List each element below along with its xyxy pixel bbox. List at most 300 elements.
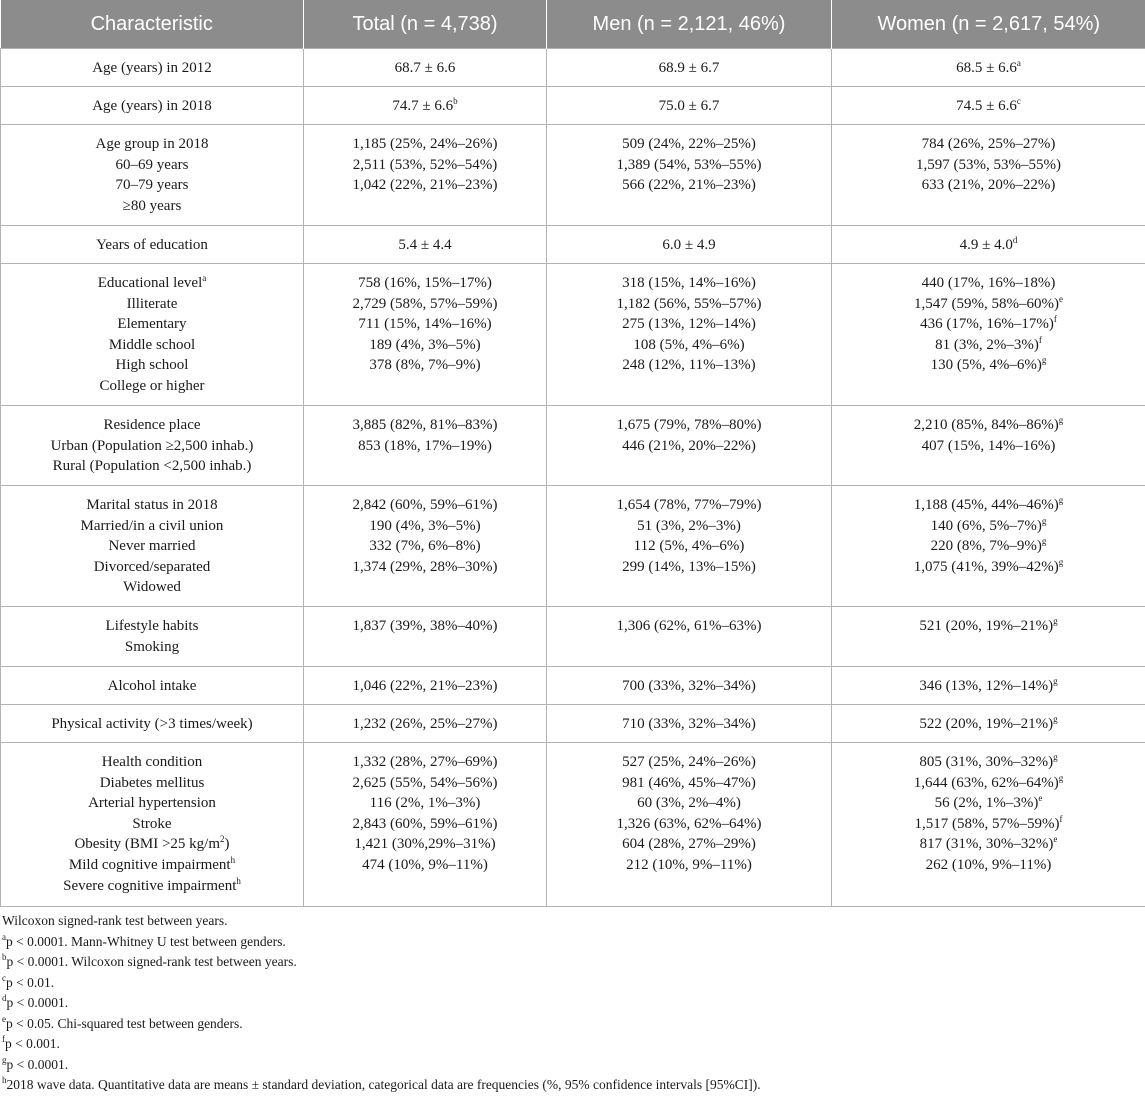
cell-line — [304, 58, 546, 79]
cell-line — [1, 557, 303, 578]
cell-text: 1,188 (45%, 44%–46%) — [913, 497, 1059, 513]
footnote-marker: e — [2, 1013, 6, 1024]
cell-line — [304, 155, 546, 176]
cell-line — [547, 235, 831, 256]
cell-text: 440 (17%, 16%–18%) — [921, 275, 1056, 291]
cell-text: Physical activity (>3 times/week) — [51, 716, 253, 732]
superscript-marker: g — [1053, 616, 1058, 626]
cell-line — [547, 436, 831, 457]
cell-line — [1, 155, 303, 176]
cell-line — [547, 96, 831, 117]
table-row — [1, 743, 1145, 907]
cell-line — [304, 415, 546, 436]
table-row — [1, 705, 1145, 743]
table-body — [1, 49, 1145, 907]
footnote-marker: h — [2, 1075, 7, 1085]
cell-line — [304, 834, 546, 855]
cell-text: 112 (5%, 4%–6%) — [633, 538, 745, 555]
cell-line — [832, 335, 1145, 356]
superscript-marker: g — [1041, 355, 1047, 366]
cell-text: 566 (22%, 21%–23%) — [622, 177, 756, 194]
cell-line — [547, 355, 831, 376]
men-cell — [547, 226, 832, 264]
footnote-text: p < 0.001. — [5, 1036, 60, 1051]
cell-text: 1,654 (78%, 77%–79%) — [616, 497, 762, 513]
cell-text: 4.9 ± 4.0 — [959, 237, 1013, 253]
cell-text: 1,042 (22%, 21%–23%) — [352, 177, 498, 194]
cell-text: Elementary — [117, 316, 187, 333]
cell-line — [832, 536, 1145, 557]
cell-line — [304, 294, 546, 315]
cell-text: 1,644 (63%, 62%–64%) — [913, 774, 1059, 791]
total-cell — [304, 743, 547, 907]
women-cell — [832, 226, 1145, 264]
cell-line — [304, 235, 546, 256]
cell-text: 710 (33%, 32%–34%) — [622, 716, 756, 732]
cell-text: 1,075 (41%, 39%–42%) — [913, 558, 1059, 575]
cell-text: 700 (33%, 32%–34%) — [622, 678, 756, 694]
cell-line — [1, 376, 303, 397]
footnote-text: p < 0.0001. Wilcoxon signed-rank test between years. — [6, 954, 297, 969]
footnote-text: p < 0.0001. — [6, 1056, 69, 1072]
cell-line — [304, 96, 546, 117]
cell-line — [547, 58, 831, 79]
cell-line — [304, 175, 546, 196]
cell-text: 60–69 years — [115, 156, 189, 173]
cell-text: Middle school — [108, 336, 196, 353]
cell-text: College or higher — [99, 377, 205, 394]
footnote-marker: f — [2, 1034, 5, 1044]
footnote — [2, 952, 761, 973]
cell-line — [1, 876, 303, 897]
footnote-text: p < 0.0001. Mann-Whitney U test between genders. — [6, 933, 286, 949]
cell-text: 318 (15%, 14%–16%) — [622, 275, 756, 291]
cell-line — [1, 855, 303, 876]
cell-text: 212 (10%, 9%–11%) — [626, 856, 752, 873]
table-row — [1, 87, 1145, 125]
men-cell — [547, 743, 832, 907]
footnote — [2, 993, 761, 1014]
cell-line — [547, 676, 831, 697]
cell-line — [547, 557, 831, 578]
superscript-marker: g — [1053, 676, 1058, 686]
women-cell — [832, 743, 1145, 907]
cell-line — [547, 134, 831, 155]
header-characteristic: Characteristic — [1, 0, 304, 49]
cell-text: 74.5 ± 6.6 — [956, 98, 1017, 114]
cell-text: 436 (17%, 16%–17%) — [920, 316, 1054, 333]
women-cell — [832, 87, 1145, 125]
women-cell — [832, 125, 1145, 226]
cell-text: 248 (12%, 11%–13%) — [622, 357, 756, 374]
table-row — [1, 486, 1145, 607]
cell-text: Married/in a civil union — [80, 517, 224, 534]
cell-text: 378 (8%, 7%–9%) — [369, 357, 481, 374]
cell-text: 56 (2%, 1%–3%) — [934, 795, 1039, 812]
footnote — [2, 1034, 761, 1055]
cell-line — [1, 196, 303, 217]
cell-text: 2,843 (60%, 59%–61%) — [352, 815, 498, 832]
cell-text: 805 (31%, 30%–32%) — [919, 754, 1054, 770]
cell-text: 509 (24%, 22%–25%) — [622, 136, 756, 152]
table-row — [1, 264, 1145, 406]
header-women: Women (n = 2,617, 54%) — [832, 0, 1145, 49]
cell-line — [1, 516, 303, 537]
cell-text: High school — [115, 357, 189, 374]
women-cell — [832, 486, 1145, 607]
cell-line — [547, 294, 831, 315]
cell-text: 758 (16%, 15%–17%) — [358, 275, 492, 291]
cell-line — [1, 752, 303, 773]
cell-text: 75.0 ± 6.7 — [658, 98, 720, 114]
cell-line — [1, 355, 303, 376]
cell-line — [832, 793, 1145, 814]
cell-text: Residence place — [103, 417, 201, 433]
cell-line — [1, 536, 303, 557]
cell-text: 2,625 (55%, 54%–56%) — [352, 774, 498, 791]
cell-text: Severe cognitive impairment — [63, 877, 237, 894]
cell-line — [832, 834, 1145, 855]
cell-line — [547, 415, 831, 436]
cell-text: 346 (13%, 12%–14%) — [919, 678, 1054, 694]
cell-text: 711 (15%, 14%–16%) — [358, 316, 492, 333]
cell-line — [304, 676, 546, 697]
cell-line — [1, 294, 303, 315]
cell-text: Lifestyle habits — [105, 618, 199, 634]
cell-text: Arterial hypertension — [88, 795, 216, 812]
cell-line — [832, 714, 1145, 735]
women-cell — [832, 705, 1145, 743]
cell-text: 1,232 (26%, 25%–27%) — [352, 716, 498, 732]
cell-line — [547, 155, 831, 176]
footnote-text: Wilcoxon signed-rank test between years. — [2, 913, 228, 928]
cell-line — [832, 436, 1145, 457]
cell-text: ≥80 years — [122, 197, 182, 214]
cell-text: 130 (5%, 4%–6%) — [930, 357, 1042, 374]
cell-text: Divorced/separated — [93, 558, 211, 575]
characteristic-cell — [1, 49, 304, 87]
characteristic-cell — [1, 667, 304, 705]
cell-text: Age group in 2018 — [95, 136, 209, 152]
cell-line — [547, 516, 831, 537]
cell-line — [1, 134, 303, 155]
cell-text: 60 (3%, 2%–4%) — [637, 795, 741, 812]
cell-line — [832, 96, 1145, 117]
cell-line — [547, 855, 831, 876]
cell-text: 521 (20%, 19%–21%) — [919, 618, 1054, 634]
cell-line — [547, 335, 831, 356]
cell-text: 6.0 ± 4.9 — [662, 237, 716, 253]
superscript-marker: 2 — [220, 834, 225, 845]
cell-line — [1, 235, 303, 256]
cell-text: Mild cognitive impairment — [68, 856, 231, 873]
cell-text: 189 (4%, 3%–5%) — [369, 336, 481, 353]
superscript-marker: g — [1058, 556, 1064, 567]
cell-line — [1, 495, 303, 516]
footnote — [2, 1055, 761, 1076]
men-cell — [547, 607, 832, 667]
footnote — [2, 911, 761, 932]
cell-text: Urban (Population ≥2,500 inhab.) — [50, 437, 254, 454]
superscript-marker: f — [1059, 813, 1063, 824]
cell-text: 116 (2%, 1%–3%) — [369, 795, 481, 812]
cell-line — [1, 773, 303, 794]
cell-line — [304, 793, 546, 814]
cell-line — [1, 814, 303, 835]
cell-text: 446 (21%, 20%–22%) — [622, 437, 756, 454]
cell-line — [832, 175, 1145, 196]
table-row — [1, 226, 1145, 264]
total-cell — [304, 87, 547, 125]
footnote — [2, 973, 761, 994]
superscript-marker: g — [1041, 536, 1047, 547]
superscript-marker: g — [1041, 515, 1047, 526]
superscript-marker: a — [202, 273, 207, 283]
cell-text: 299 (14%, 13%–15%) — [622, 558, 756, 575]
cell-text: 1,332 (28%, 27%–69%) — [352, 754, 498, 770]
cell-line — [1, 714, 303, 735]
cell-text: 2,511 (53%, 52%–54%) — [352, 156, 498, 173]
superscript-marker: d — [1012, 235, 1018, 245]
cell-text: 981 (46%, 45%–47%) — [622, 774, 756, 791]
superscript-marker: h — [236, 875, 241, 886]
cell-line — [832, 855, 1145, 876]
characteristic-cell — [1, 87, 304, 125]
cell-text: 190 (4%, 3%–5%) — [369, 517, 481, 534]
cell-line — [1, 637, 303, 658]
men-cell — [547, 667, 832, 705]
cell-line — [832, 557, 1145, 578]
total-cell — [304, 486, 547, 607]
cell-text: 262 (10%, 9%–11%) — [925, 856, 1052, 873]
cell-text: 2,210 (85%, 84%–86%) — [913, 417, 1059, 433]
cell-text: 5.4 ± 4.4 — [398, 237, 452, 253]
superscript-marker: a — [1016, 58, 1021, 68]
cell-line — [1, 456, 303, 477]
cell-text: 474 (10%, 9%–11%) — [362, 856, 488, 873]
footnote-marker: a — [2, 931, 6, 942]
cell-line — [304, 814, 546, 835]
characteristic-cell — [1, 264, 304, 406]
cell-text: 275 (13%, 12%–14%) — [622, 316, 756, 333]
total-cell — [304, 667, 547, 705]
cell-line — [832, 752, 1145, 773]
footnote-text: p < 0.01. — [6, 974, 55, 990]
characteristic-cell — [1, 705, 304, 743]
cell-text: Never married — [108, 538, 196, 555]
footnote-text: p < 0.05. Chi-squared test between genders. — [6, 1015, 243, 1031]
cell-line — [1, 58, 303, 79]
cell-line — [547, 773, 831, 794]
cell-line — [832, 516, 1145, 537]
characteristic-cell — [1, 125, 304, 226]
cell-line — [1, 436, 303, 457]
footnote — [2, 1014, 761, 1035]
superscript-marker: f — [1038, 334, 1042, 345]
superscript-marker: c — [1016, 96, 1021, 106]
women-cell — [832, 607, 1145, 667]
cell-line — [832, 415, 1145, 436]
header-total: Total (n = 4,738) — [304, 0, 547, 49]
cell-line — [832, 155, 1145, 176]
men-cell — [547, 49, 832, 87]
table-row — [1, 406, 1145, 486]
cell-text: 817 (31%, 30%–32%) — [919, 836, 1054, 853]
men-cell — [547, 87, 832, 125]
cell-line — [547, 175, 831, 196]
cell-line — [547, 273, 831, 294]
cell-line — [304, 335, 546, 356]
cell-text: Diabetes mellitus — [99, 774, 205, 791]
cell-line — [1, 577, 303, 598]
total-cell — [304, 607, 547, 667]
cell-text: 853 (18%, 17%–19%) — [358, 437, 492, 454]
cell-text: Age (years) in 2018 — [92, 98, 212, 114]
total-cell — [304, 264, 547, 406]
cell-text: Educational level — [97, 275, 203, 291]
footnote — [2, 932, 761, 953]
cell-line — [1, 793, 303, 814]
cell-line — [547, 793, 831, 814]
cell-line — [1, 273, 303, 294]
cell-line — [1, 96, 303, 117]
footnotes — [2, 911, 761, 1096]
total-cell — [304, 49, 547, 87]
cell-line — [304, 557, 546, 578]
footnote-marker: c — [2, 972, 6, 983]
characteristic-cell — [1, 743, 304, 907]
cell-text: 784 (26%, 25%–27%) — [921, 136, 1056, 152]
cell-line — [832, 134, 1145, 155]
cell-line — [1, 834, 303, 855]
cell-text: Alcohol intake — [107, 678, 197, 694]
women-cell — [832, 49, 1145, 87]
footnote-text: p < 0.0001. — [6, 995, 69, 1010]
cell-text: Illiterate — [126, 295, 178, 312]
footnote-marker: b — [2, 952, 7, 962]
cell-text: 1,517 (58%, 57%–59%) — [914, 815, 1060, 832]
cell-text: 1,837 (39%, 38%–40%) — [352, 618, 498, 634]
superscript-marker: g — [1058, 495, 1064, 505]
cell-line — [304, 495, 546, 516]
cell-text: 1,547 (59%, 58%–60%) — [914, 295, 1059, 312]
superscript-marker: g — [1053, 714, 1058, 724]
cell-line — [832, 814, 1145, 835]
cell-text: 1,182 (56%, 55%–57%) — [616, 295, 762, 312]
characteristic-cell — [1, 406, 304, 486]
superscript-marker: g — [1058, 415, 1064, 425]
superscript-marker: e — [1038, 793, 1043, 804]
cell-text: 1,185 (25%, 24%–26%) — [352, 136, 498, 152]
cell-line — [304, 714, 546, 735]
cell-text: 633 (21%, 20%–22%) — [921, 177, 1056, 194]
cell-text: 140 (6%, 5%–7%) — [930, 517, 1042, 534]
superscript-marker: e — [1058, 293, 1063, 304]
cell-line — [304, 855, 546, 876]
cell-line — [547, 616, 831, 637]
cell-text: Smoking — [124, 638, 180, 655]
cell-line — [547, 314, 831, 335]
table-row — [1, 49, 1145, 87]
total-cell — [304, 406, 547, 486]
cell-line — [547, 814, 831, 835]
cell-text: 527 (25%, 24%–26%) — [622, 754, 756, 770]
header-men: Men (n = 2,121, 46%) — [547, 0, 832, 49]
cell-text: 51 (3%, 2%–3%) — [637, 517, 741, 534]
characteristic-cell — [1, 607, 304, 667]
cell-line — [547, 495, 831, 516]
cell-text: 108 (5%, 4%–6%) — [633, 336, 745, 353]
cell-line — [547, 536, 831, 557]
cell-text: 332 (7%, 6%–8%) — [369, 538, 481, 555]
cell-text: 68.5 ± 6.6 — [956, 60, 1017, 76]
cell-text: Obesity (BMI >25 kg/m — [74, 836, 221, 853]
cell-text: 1,306 (62%, 61%–63%) — [616, 618, 762, 634]
footnote-marker: g — [2, 1054, 7, 1065]
table-row — [1, 607, 1145, 667]
cell-line — [1, 676, 303, 697]
cell-line — [547, 752, 831, 773]
men-cell — [547, 486, 832, 607]
superscript-marker: e — [1053, 834, 1058, 845]
cell-text: 68.9 ± 6.7 — [658, 60, 720, 76]
cell-line — [832, 773, 1145, 794]
table-header-row — [1, 0, 1145, 49]
footnote-marker: d — [2, 993, 7, 1003]
cell-line — [832, 616, 1145, 637]
cell-text: Rural (Population <2,500 inhab.) — [52, 458, 252, 475]
cell-text: Widowed — [123, 579, 181, 596]
total-cell — [304, 705, 547, 743]
cell-line — [304, 516, 546, 537]
cell-text: 407 (15%, 14%–16%) — [921, 437, 1056, 454]
cell-line — [304, 436, 546, 457]
cell-text: 522 (20%, 19%–21%) — [919, 716, 1054, 732]
cell-text: 1,374 (29%, 28%–30%) — [352, 558, 498, 575]
cell-line — [304, 752, 546, 773]
footnote-text: 2018 wave data. Quantitative data are means ± standard deviation, categorical data are frequencies (%, 95% confidence intervals [95%CI]). — [6, 1077, 761, 1092]
cell-line — [304, 616, 546, 637]
superscript-marker: h — [230, 854, 236, 865]
cell-line — [1, 335, 303, 356]
cell-line — [832, 495, 1145, 516]
cell-text: Years of education — [96, 237, 208, 253]
cell-text: 2,842 (60%, 59%–61%) — [352, 497, 498, 513]
total-cell — [304, 125, 547, 226]
cell-line — [1, 314, 303, 335]
cell-line — [832, 273, 1145, 294]
men-cell — [547, 264, 832, 406]
cell-line — [304, 355, 546, 376]
cell-text: 70–79 years — [115, 177, 189, 194]
table-row — [1, 125, 1145, 226]
cell-line — [832, 355, 1145, 376]
cell-text: 81 (3%, 2%–3%) — [935, 336, 1039, 353]
cell-line — [832, 676, 1145, 697]
total-cell — [304, 226, 547, 264]
cell-line — [832, 235, 1145, 256]
women-cell — [832, 667, 1145, 705]
cell-line — [304, 536, 546, 557]
cell-text: Marital status in 2018 — [86, 497, 218, 513]
cell-line — [547, 714, 831, 735]
cell-text: 74.7 ± 6.6 — [392, 98, 454, 114]
men-cell — [547, 705, 832, 743]
cell-text-suffix: ) — [224, 836, 230, 853]
table-row — [1, 667, 1145, 705]
cell-text: Health condition — [101, 754, 203, 770]
superscript-marker: b — [453, 96, 458, 106]
